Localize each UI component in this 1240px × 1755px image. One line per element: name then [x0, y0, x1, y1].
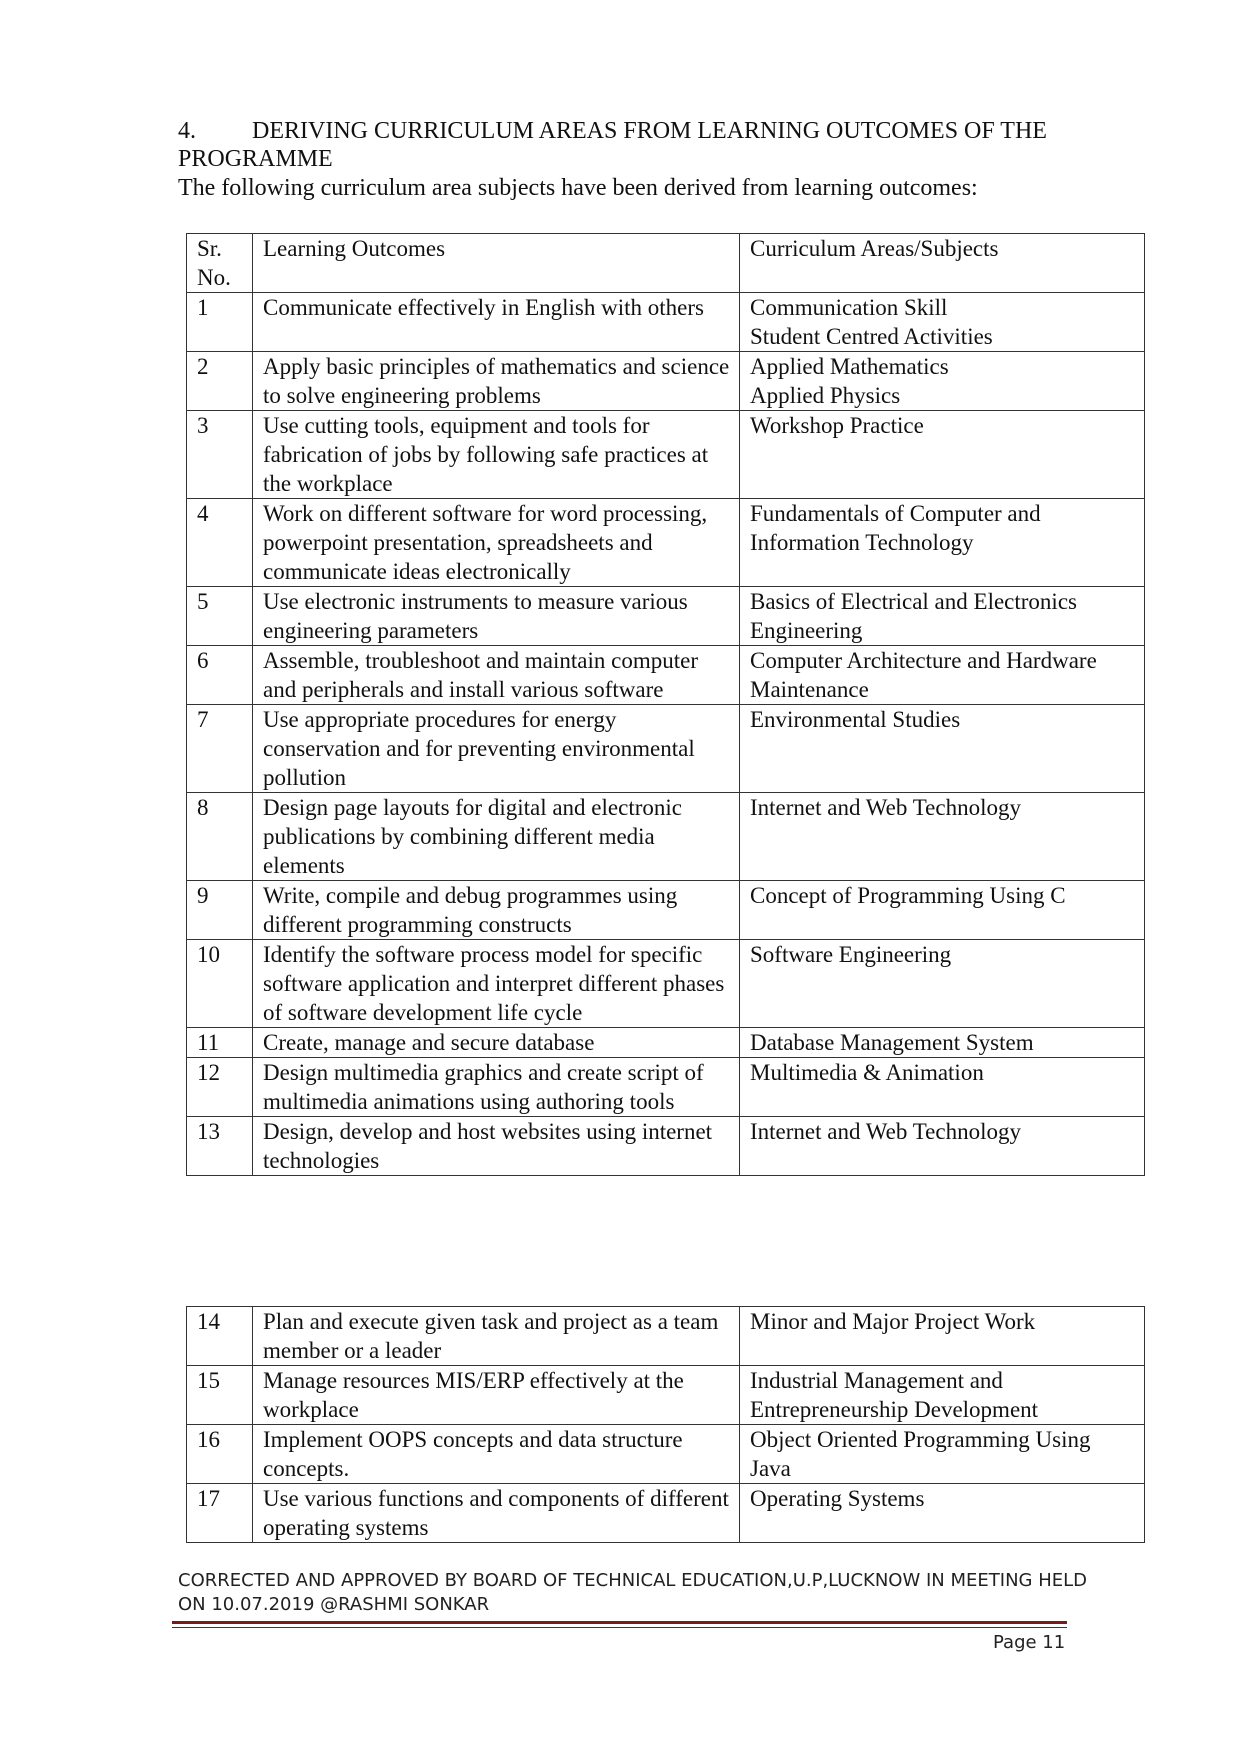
curriculum-area-cell [740, 646, 1145, 705]
table-row [187, 881, 1145, 940]
curriculum-subject: Object Oriented Programming Using Java [750, 1427, 1091, 1481]
header-learning-outcomes: Learning Outcomes [253, 234, 740, 293]
table-row [187, 1028, 1145, 1058]
curriculum-subject: Minor and Major Project Work [750, 1309, 1036, 1334]
header-sr-no: Sr. No. [187, 234, 253, 293]
curriculum-area-cell [740, 1425, 1145, 1484]
curriculum-subject: Operating Systems [750, 1486, 925, 1511]
learning-outcome-cell: Assemble, troubleshoot and maintain computer and peripherals and install various software [253, 646, 740, 705]
curriculum-subject: Concept of Programming Using C [750, 883, 1066, 908]
curriculum-area-cell [740, 1117, 1145, 1176]
curriculum-area-cell [740, 1307, 1145, 1366]
table-row [187, 1425, 1145, 1484]
table-row [187, 499, 1145, 587]
curriculum-area-cell [740, 1028, 1145, 1058]
curriculum-area-cell [740, 1058, 1145, 1117]
learning-outcome-cell: Design, develop and host websites using internet technologies [253, 1117, 740, 1176]
learning-outcome-cell: Use appropriate procedures for energy conservation and for preventing environmental pollution [253, 705, 740, 793]
learning-outcome-cell: Implement OOPS concepts and data structure concepts. [253, 1425, 740, 1484]
header-curriculum-areas: Curriculum Areas/Subjects [740, 234, 1145, 293]
sr-no-cell: 12 [187, 1058, 253, 1117]
learning-outcome-cell: Create, manage and secure database [253, 1028, 740, 1058]
sr-no-cell: 6 [187, 646, 253, 705]
table-row [187, 1484, 1145, 1543]
table-row [187, 293, 1145, 352]
curriculum-subject: Multimedia & Animation [750, 1060, 984, 1085]
learning-outcome-cell: Use electronic instruments to measure various engineering parameters [253, 587, 740, 646]
curriculum-subject: Student Centred Activities [750, 324, 993, 349]
sr-no-cell: 3 [187, 411, 253, 499]
table-header-row [187, 234, 1145, 293]
sr-no-cell: 10 [187, 940, 253, 1028]
curriculum-area-cell [740, 587, 1145, 646]
sr-no-cell: 5 [187, 587, 253, 646]
table-row [187, 1307, 1145, 1366]
learning-outcome-cell: Apply basic principles of mathematics and science to solve engineering problems [253, 352, 740, 411]
table-row [187, 646, 1145, 705]
sr-no-cell: 11 [187, 1028, 253, 1058]
curriculum-area-cell [740, 940, 1145, 1028]
table-row [187, 411, 1145, 499]
table-row [187, 793, 1145, 881]
sr-no-cell: 7 [187, 705, 253, 793]
learning-outcome-cell: Plan and execute given task and project as a team member or a leader [253, 1307, 740, 1366]
sr-no-cell: 13 [187, 1117, 253, 1176]
curriculum-subject: Applied Mathematics [750, 354, 949, 379]
learning-outcome-cell: Use various functions and components of different operating systems [253, 1484, 740, 1543]
sr-no-cell: 17 [187, 1484, 253, 1543]
learning-outcomes-table-continued-body [187, 1307, 1145, 1543]
curriculum-subject: Industrial Management and Entrepreneurship Development [750, 1368, 1039, 1422]
curriculum-area-cell [740, 881, 1145, 940]
learning-outcomes-table-body [187, 234, 1145, 1176]
approval-footer: CORRECTED AND APPROVED BY BOARD OF TECHNICAL EDUCATION,U.P,LUCKNOW IN MEETING HELD ON 10.07.2019 @RASHMI SONKAR [178, 1570, 1087, 1615]
learning-outcome-cell: Use cutting tools, equipment and tools for fabrication of jobs by following safe practices at the workplace [253, 411, 740, 499]
sr-no-cell: 14 [187, 1307, 253, 1366]
curriculum-subject: Communication Skill [750, 295, 948, 320]
curriculum-area-cell [740, 411, 1145, 499]
learning-outcome-cell: Identify the software process model for specific software application and interpret different phases of software development life cycle [253, 940, 740, 1028]
curriculum-area-cell [740, 1366, 1145, 1425]
section-intro: The following curriculum area subjects have been derived from learning outcomes: [178, 175, 978, 201]
table-row [187, 352, 1145, 411]
curriculum-area-cell [740, 1484, 1145, 1543]
table-row [187, 705, 1145, 793]
sr-no-cell: 8 [187, 793, 253, 881]
curriculum-subject: Applied Physics [750, 383, 901, 408]
curriculum-area-cell [740, 499, 1145, 587]
section-number: 4. [178, 118, 196, 144]
curriculum-area-cell [740, 352, 1145, 411]
curriculum-subject: Fundamentals of Computer and Information Technology [750, 501, 1041, 555]
learning-outcome-cell: Manage resources MIS/ERP effectively at the workplace [253, 1366, 740, 1425]
table-row [187, 940, 1145, 1028]
section-title: DERIVING CURRICULUM AREAS FROM LEARNING OUTCOMES OF THE PROGRAMME [178, 118, 1047, 172]
sr-no-cell: 1 [187, 293, 253, 352]
curriculum-subject: Software Engineering [750, 942, 952, 967]
learning-outcome-cell: Communicate effectively in English with others [253, 293, 740, 352]
table-row [187, 587, 1145, 646]
sr-no-cell: 9 [187, 881, 253, 940]
learning-outcome-cell: Write, compile and debug programmes using different programming constructs [253, 881, 740, 940]
learning-outcome-cell: Design page layouts for digital and electronic publications by combining different media elements [253, 793, 740, 881]
sr-no-cell: 16 [187, 1425, 253, 1484]
curriculum-subject: Internet and Web Technology [750, 795, 1021, 820]
sr-no-cell: 15 [187, 1366, 253, 1425]
table-row [187, 1117, 1145, 1176]
curriculum-area-cell [740, 705, 1145, 793]
curriculum-subject: Basics of Electrical and Electronics Engineering [750, 589, 1077, 643]
curriculum-area-cell [740, 293, 1145, 352]
curriculum-subject: Workshop Practice [750, 413, 924, 438]
table-row [187, 1058, 1145, 1117]
footer-rule-thin [172, 1627, 1067, 1628]
learning-outcome-cell: Design multimedia graphics and create script of multimedia animations using authoring tools [253, 1058, 740, 1117]
footer-rule-thick [172, 1621, 1067, 1624]
curriculum-subject: Database Management System [750, 1030, 1034, 1055]
page-number: Page 11 [993, 1632, 1066, 1653]
curriculum-subject: Computer Architecture and Hardware Maintenance [750, 648, 1097, 702]
learning-outcome-cell: Work on different software for word processing, powerpoint presentation, spreadsheets and communicate ideas electronically [253, 499, 740, 587]
learning-outcomes-table-continued [186, 1306, 1145, 1543]
learning-outcomes-table [186, 233, 1145, 1176]
section-heading [178, 117, 1078, 173]
curriculum-subject: Environmental Studies [750, 707, 961, 732]
table-row [187, 1366, 1145, 1425]
sr-no-cell: 4 [187, 499, 253, 587]
sr-no-cell: 2 [187, 352, 253, 411]
curriculum-area-cell [740, 793, 1145, 881]
curriculum-subject: Internet and Web Technology [750, 1119, 1021, 1144]
